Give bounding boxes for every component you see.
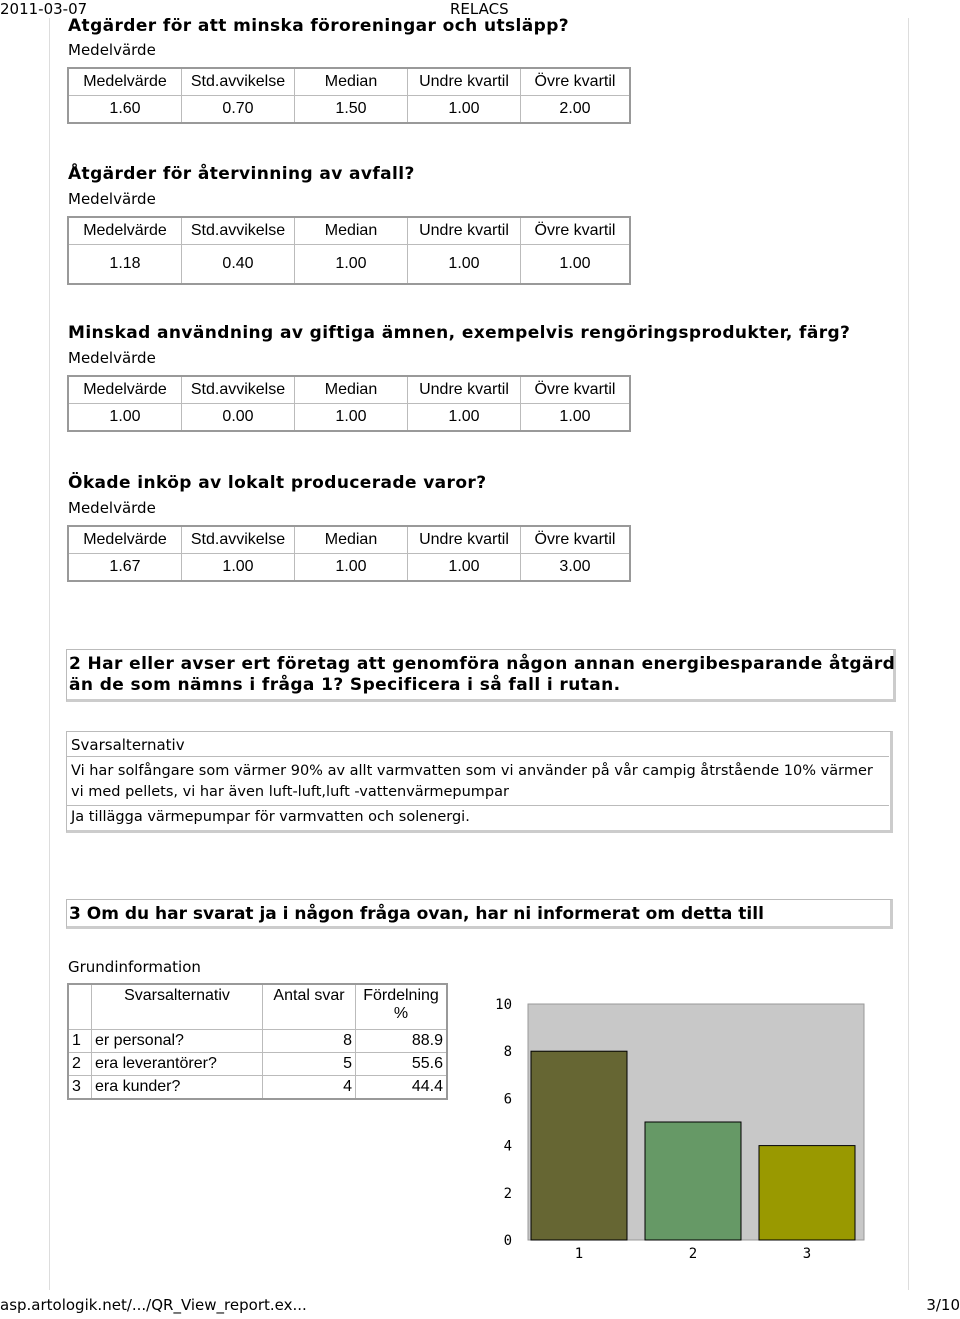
answers-column-header: Svarsalternativ bbox=[71, 736, 185, 754]
y-tick-label: 6 bbox=[503, 1091, 512, 1108]
column-header: Svarsalternativ bbox=[92, 984, 263, 1030]
section-title: Minskad användning av giftiga ämnen, exempelvis rengöringsprodukter, färg? bbox=[68, 323, 851, 343]
stat-header: Median bbox=[295, 526, 408, 554]
answer-text: Vi har solfångare som värmer 90% av allt varmvatten som vi använder på vår campig åtrstående 10% värmer vi med pellets, vi har även luft-luft,luft -vattenvärmepumpar bbox=[71, 763, 873, 800]
stats-header-row bbox=[68, 68, 630, 96]
stats-value-row bbox=[68, 96, 630, 124]
y-tick-label: 8 bbox=[503, 1044, 512, 1061]
stat-value: 1.00 bbox=[182, 554, 295, 582]
question-2-title bbox=[69, 654, 895, 696]
stat-header: Std.avvikelse bbox=[182, 217, 295, 245]
page-url: asp.artologik.net/.../QR_View_report.ex... bbox=[0, 1296, 307, 1314]
question-3-subtitle: Grundinformation bbox=[68, 958, 201, 976]
stat-header: Median bbox=[295, 68, 408, 96]
y-tick-label: 10 bbox=[495, 997, 512, 1013]
section-subtitle: Medelvärde bbox=[68, 41, 156, 59]
question-3-title: 3 Om du har svarat ja i någon fråga ovan, har ni informerat om detta till bbox=[69, 904, 764, 924]
divider bbox=[67, 805, 889, 806]
x-tick-label: 3 bbox=[802, 1246, 812, 1262]
stat-value: 3.00 bbox=[521, 554, 631, 582]
stat-header: Undre kvartil bbox=[408, 376, 521, 404]
section-subtitle: Medelvärde bbox=[68, 349, 156, 367]
y-tick-label: 0 bbox=[503, 1233, 512, 1249]
row-count: 8 bbox=[263, 1030, 356, 1053]
stats-header-row bbox=[68, 217, 630, 245]
stat-header: Medelvärde bbox=[68, 217, 182, 245]
left-rule bbox=[49, 18, 50, 1290]
stat-header: Medelvärde bbox=[68, 526, 182, 554]
row-count: 4 bbox=[263, 1076, 356, 1100]
stat-value: 1.00 bbox=[68, 404, 182, 432]
stats-table bbox=[67, 375, 631, 432]
x-tick-label: 1 bbox=[574, 1246, 584, 1262]
stat-header: Övre kvartil bbox=[521, 526, 631, 554]
row-percent: 55.6 bbox=[356, 1053, 448, 1076]
row-number: 1 bbox=[68, 1030, 92, 1053]
bar-1 bbox=[531, 1051, 627, 1240]
grundinformation-table bbox=[67, 983, 448, 1100]
section-subtitle: Medelvärde bbox=[68, 499, 156, 517]
stat-header: Övre kvartil bbox=[521, 68, 631, 96]
print-app-name: RELACS bbox=[450, 0, 509, 18]
stat-header: Undre kvartil bbox=[408, 526, 521, 554]
column-header: Antal svar bbox=[263, 984, 356, 1030]
stat-value: 0.40 bbox=[182, 245, 295, 285]
distribution-bar-chart bbox=[488, 990, 868, 1265]
row-label: era leverantörer? bbox=[92, 1053, 263, 1076]
x-tick-label: 2 bbox=[688, 1246, 698, 1262]
stats-header-row bbox=[68, 376, 630, 404]
row-number: 3 bbox=[68, 1076, 92, 1100]
section-title: Åtgärder för återvinning av avfall? bbox=[68, 164, 415, 184]
page-number: 3/10 bbox=[926, 1296, 960, 1314]
stat-header: Std.avvikelse bbox=[182, 68, 295, 96]
question-2-title-line: än de som nämns i fråga 1? Specificera i så fall i rutan. bbox=[69, 675, 621, 695]
stat-header: Median bbox=[295, 217, 408, 245]
print-date: 2011-03-07 bbox=[0, 0, 88, 18]
stat-value: 1.60 bbox=[68, 96, 182, 124]
stat-value: 1.00 bbox=[295, 554, 408, 582]
stat-value: 1.00 bbox=[521, 245, 631, 285]
y-tick-label: 4 bbox=[503, 1138, 512, 1155]
table-row bbox=[68, 1030, 447, 1053]
right-rule bbox=[908, 18, 909, 1290]
stats-header-row bbox=[68, 526, 630, 554]
row-count: 5 bbox=[263, 1053, 356, 1076]
stats-value-row bbox=[68, 404, 630, 432]
stats-value-row bbox=[68, 245, 630, 285]
section-title: Ökade inköp av lokalt producerade varor? bbox=[68, 473, 487, 493]
stat-value: 1.00 bbox=[408, 404, 521, 432]
empty-cell bbox=[68, 984, 92, 1030]
stats-table bbox=[67, 216, 631, 285]
table-row bbox=[68, 1053, 447, 1076]
stat-value: 1.00 bbox=[408, 245, 521, 285]
stat-header: Median bbox=[295, 376, 408, 404]
stats-table bbox=[67, 525, 631, 582]
stats-value-row bbox=[68, 554, 630, 582]
table-header-row bbox=[68, 984, 447, 1030]
row-percent: 44.4 bbox=[356, 1076, 448, 1100]
stat-value: 1.00 bbox=[295, 245, 408, 285]
stat-header: Std.avvikelse bbox=[182, 376, 295, 404]
section-subtitle: Medelvärde bbox=[68, 190, 156, 208]
section-title: Atgärder för att minska föroreningar och utsläpp? bbox=[68, 16, 570, 36]
row-label: era kunder? bbox=[92, 1076, 263, 1100]
stat-value: 1.00 bbox=[521, 404, 631, 432]
stat-value: 1.00 bbox=[408, 554, 521, 582]
stat-value: 1.00 bbox=[408, 96, 521, 124]
divider bbox=[67, 756, 889, 757]
row-percent: 88.9 bbox=[356, 1030, 448, 1053]
stat-value: 0.00 bbox=[182, 404, 295, 432]
stat-header: Medelvärde bbox=[68, 376, 182, 404]
column-header: Fördelning % bbox=[356, 984, 448, 1030]
stat-value: 1.67 bbox=[68, 554, 182, 582]
y-tick-label: 2 bbox=[503, 1185, 512, 1202]
row-number: 2 bbox=[68, 1053, 92, 1076]
stat-value: 1.00 bbox=[295, 404, 408, 432]
stat-header: Std.avvikelse bbox=[182, 526, 295, 554]
question-2-title-line: 2 Har eller avser ert företag att genomföra någon annan energibesparande åtgärd bbox=[69, 654, 896, 674]
stat-value: 2.00 bbox=[521, 96, 631, 124]
table-row bbox=[68, 1076, 447, 1100]
stat-value: 1.50 bbox=[295, 96, 408, 124]
stat-header: Övre kvartil bbox=[521, 217, 631, 245]
bar-3 bbox=[759, 1146, 855, 1240]
stats-table bbox=[67, 67, 631, 124]
stat-header: Undre kvartil bbox=[408, 217, 521, 245]
row-label: er personal? bbox=[92, 1030, 263, 1053]
stat-value: 1.18 bbox=[68, 245, 182, 285]
stat-header: Övre kvartil bbox=[521, 376, 631, 404]
bar-2 bbox=[645, 1122, 741, 1240]
stat-header: Medelvärde bbox=[68, 68, 182, 96]
stat-header: Undre kvartil bbox=[408, 68, 521, 96]
answer-text: Ja tillägga värmepumpar för varmvatten och solenergi. bbox=[71, 809, 470, 825]
stat-value: 0.70 bbox=[182, 96, 295, 124]
